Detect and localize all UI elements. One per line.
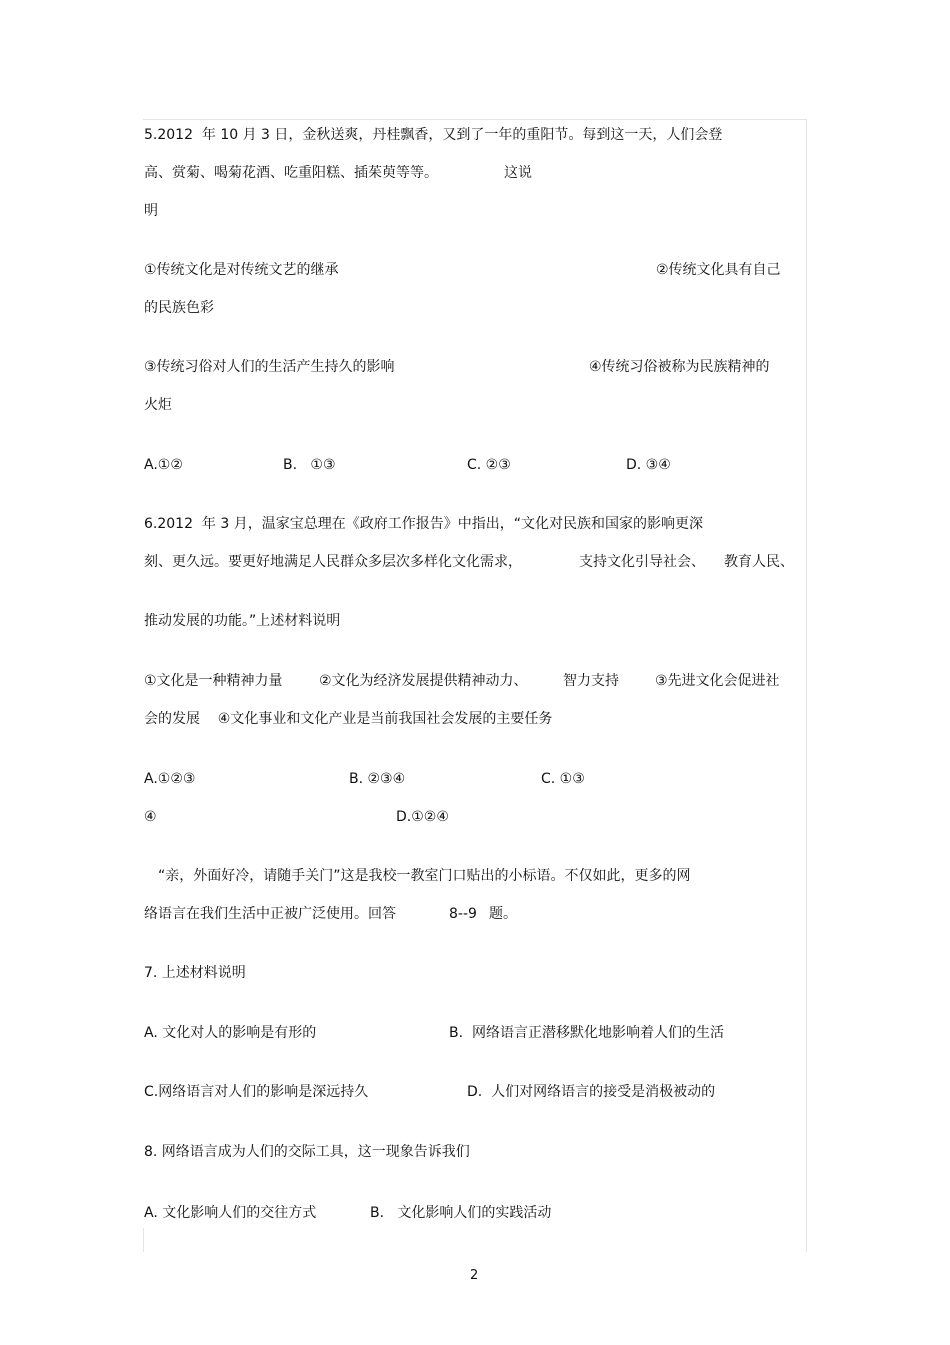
- q6-option-d: D.①②④: [396, 809, 449, 825]
- q6-item-2: ②文化为经济发展提供精神动力、: [319, 673, 528, 689]
- q6-stem-line2-end: 教育人民、: [724, 554, 794, 570]
- q7-stem: 7. 上述材料说明: [144, 965, 246, 981]
- q6-item-3: ③先进文化会促进社: [655, 673, 780, 689]
- q6-stem-line2-mid: 支持文化引导社会、: [579, 554, 705, 570]
- page-number: 2: [470, 1268, 479, 1283]
- q5-item-2: ②传统文化具有自己: [656, 262, 781, 278]
- q5-item-3: ③传统习俗对人们的生活产生持久的影响: [144, 359, 395, 375]
- q7-option-c: C.网络语言对人们的影响是深远持久: [144, 1084, 369, 1100]
- q6-items-line2: 会的发展 ④文化事业和文化产业是当前我国社会发展的主要任务: [144, 711, 553, 727]
- q6-item-1: ①文化是一种精神力量: [144, 673, 283, 689]
- q5-item-4: ④传统习俗被称为民族精神的: [589, 359, 770, 375]
- q5-option-c: C. ②③: [467, 457, 511, 473]
- q7-option-b: B. 网络语言正潜移默化地影响着人们的生活: [449, 1025, 724, 1041]
- q6-option-c-cont: ④: [144, 809, 157, 825]
- q5-stem-line2: 高、赏菊、喝菊花酒、吃重阳糕、插茱萸等等。: [144, 165, 438, 181]
- q6-stem-line2: 刻、更久远。要更好地满足人民群众多层次多样化文化需求，: [144, 554, 522, 570]
- q7-option-a: A. 文化对人的影响是有形的: [144, 1025, 317, 1041]
- q6-option-a: A.①②③: [144, 771, 196, 787]
- q5-stem-line2-end: 这说: [504, 165, 532, 181]
- frame-left-border: [143, 1228, 144, 1252]
- q5-option-b: B. ①③: [283, 457, 336, 473]
- q5-stem-line1: 5.2012 年 10 月 3 日，金秋送爽，丹桂飘香，又到了一年的重阳节。每到这一天，人们会登: [144, 127, 723, 143]
- material-question-range: 8--9: [449, 906, 477, 922]
- q8-option-a: A. 文化影响人们的交往方式: [144, 1205, 317, 1221]
- q6-stem-line1: 6.2012 年 3 月，温家宝总理在《政府工作报告》中指出，“文化对民族和国家的影响更深: [144, 516, 703, 532]
- q5-option-d: D. ③④: [626, 457, 671, 473]
- q5-stem-line3: 明: [144, 203, 158, 219]
- q5-item-4-cont: 火炬: [144, 397, 172, 413]
- q6-option-b: B. ②③④: [349, 771, 406, 787]
- frame-top-border: [143, 119, 807, 120]
- q6-item-2-cont: 智力支持: [563, 673, 619, 689]
- q7-option-d: D. 人们对网络语言的接受是消极被动的: [467, 1084, 716, 1100]
- material-line2: 络语言在我们生活中正被广泛使用。回答: [144, 906, 396, 922]
- q6-option-c: C. ①③: [541, 771, 585, 787]
- material-line1: “亲，外面好冷，请随手关门”这是我校一教室门口贴出的小标语。不仅如此，更多的网: [158, 868, 691, 884]
- q5-option-a: A.①②: [144, 457, 183, 473]
- frame-right-border: [806, 119, 807, 1252]
- material-line2-end: 题。: [489, 906, 517, 922]
- q8-option-b: B. 文化影响人们的实践活动: [370, 1205, 552, 1221]
- q5-item-2-cont: 的民族色彩: [144, 300, 214, 316]
- q6-stem-line3: 推动发展的功能。”上述材料说明: [144, 613, 341, 629]
- q5-item-1: ①传统文化是对传统文艺的继承: [144, 262, 339, 278]
- q8-stem: 8. 网络语言成为人们的交际工具，这一现象告诉我们: [144, 1144, 470, 1160]
